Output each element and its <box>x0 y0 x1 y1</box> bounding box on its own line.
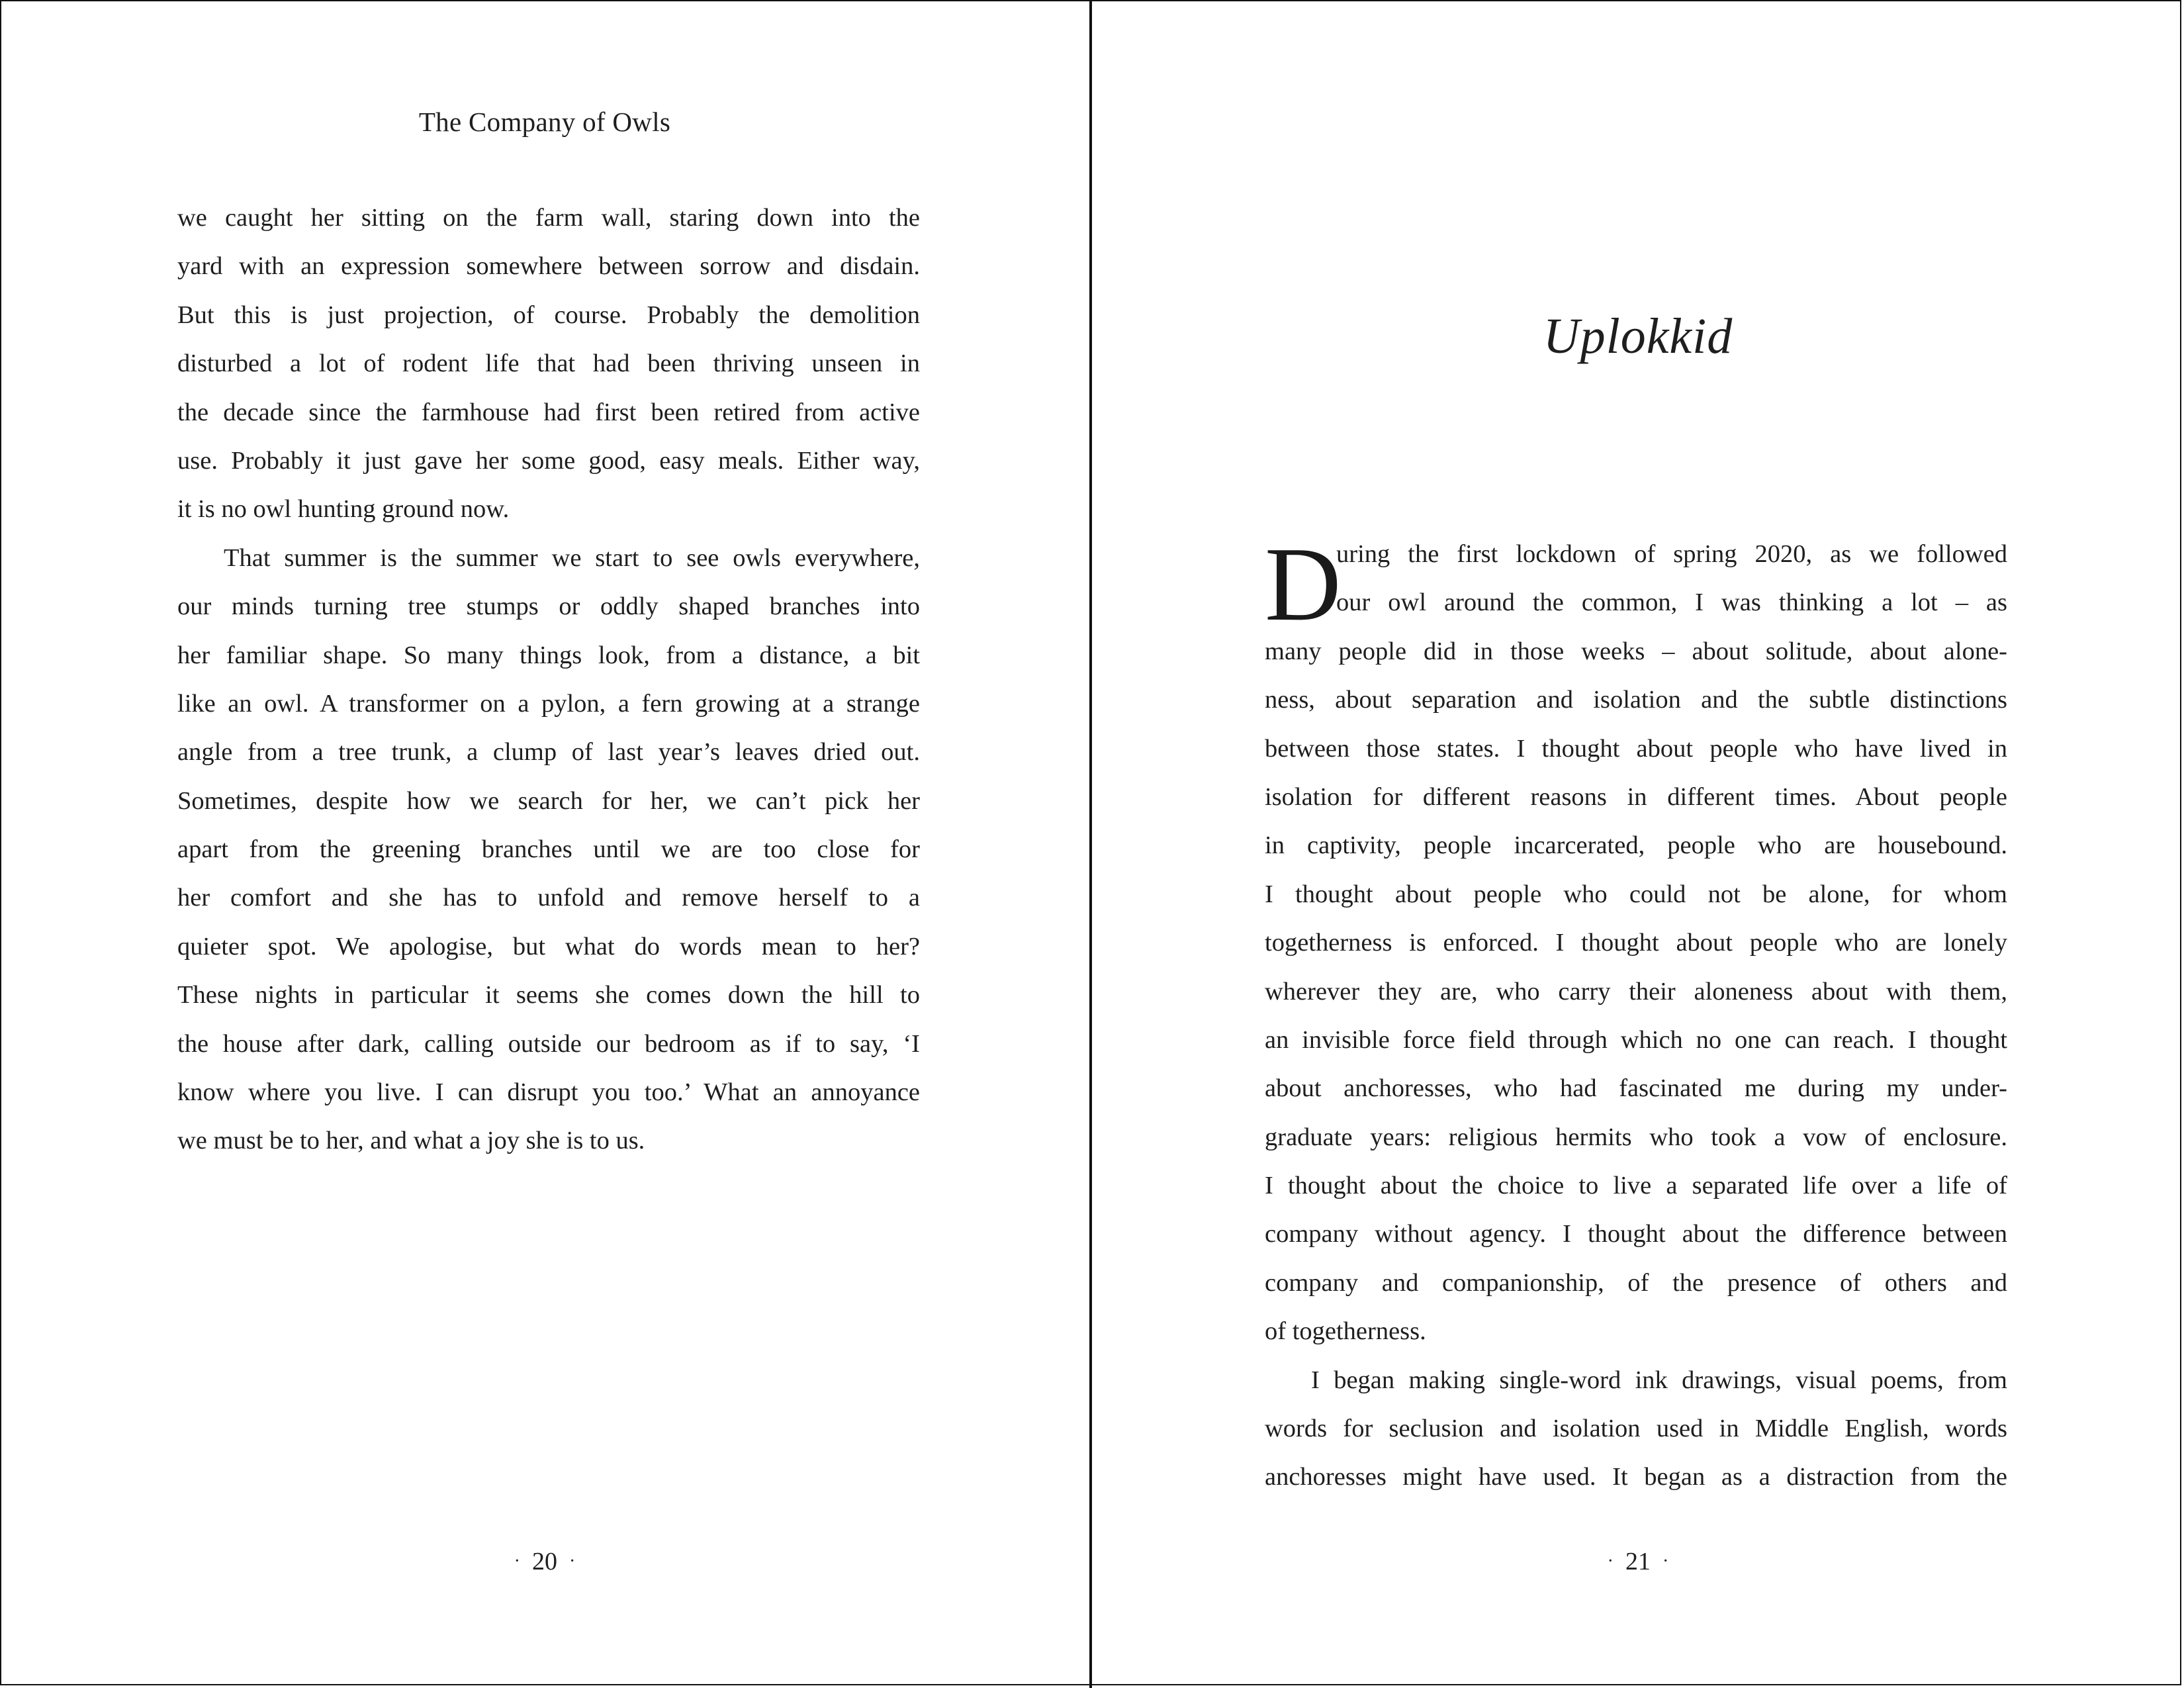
text-line: I thought about people who could not be alone, for whom <box>1265 880 2007 908</box>
text-line: her familiar shape. So many things look, from a distance, a bit <box>177 641 920 669</box>
right-page <box>1092 0 2184 1688</box>
text-line: our minds turning tree stumps or oddly shaped branches into <box>177 592 920 621</box>
right-body-text <box>1265 525 2007 1502</box>
text-line: use. Probably it just gave her some good, easy meals. Either way, <box>177 446 920 475</box>
folio-dot: · <box>1607 1551 1614 1571</box>
text-line: wherever they are, who carry their aloneness about with them, <box>1265 977 2007 1006</box>
text-line: But this is just projection, of course. Probably the demolition <box>177 301 920 329</box>
folio-dot: · <box>1662 1551 1669 1571</box>
text-line: I began making single-word ink drawings, visual poems, from <box>1311 1366 2007 1394</box>
page-number: 20 <box>532 1548 557 1575</box>
folio-dot: · <box>569 1551 576 1571</box>
text-line: That summer is the summer we start to see owls everywhere, <box>224 543 920 572</box>
text-line: isolation for different reasons in different times. About people <box>1265 782 2007 811</box>
text-line: we caught her sitting on the farm wall, staring down into the <box>177 204 920 232</box>
text-line: yard with an expression somewhere between sorrow and disdain. <box>177 252 920 281</box>
text-line: company without agency. I thought about the difference between <box>1265 1220 2007 1248</box>
text-line: the house after dark, calling outside our bedroom as if to say, ‘I <box>177 1029 920 1058</box>
chapter-title: Uplokkid <box>1543 308 1733 364</box>
text-line: about anchoresses, who had fascinated me during my under- <box>1265 1074 2007 1103</box>
text-line: Sometimes, despite how we search for her, we can’t pick her <box>177 786 920 815</box>
folio-dot: · <box>514 1551 520 1571</box>
text-line: anchoresses might have used. It began as a distraction from the <box>1265 1463 2007 1491</box>
text-line: company and companionship, of the presence of others and <box>1265 1268 2007 1297</box>
text-line: in captivity, people incarcerated, people who are housebound. <box>1265 831 2007 860</box>
text-line: uring the first lockdown of spring 2020, as we followed <box>1336 540 2007 568</box>
text-line: disturbed a lot of rodent life that had been thriving unseen in <box>177 350 920 378</box>
text-line: quieter spot. We apologise, but what do words mean to her? <box>177 932 920 961</box>
page-number-footer <box>0 1547 1089 1576</box>
drop-cap: D <box>1265 525 1342 643</box>
text-line: togetherness is enforced. I thought about people who are lonely <box>1265 929 2007 957</box>
page-number-footer <box>1092 1547 2184 1576</box>
text-line: of togetherness. <box>1265 1317 1426 1346</box>
text-line: many people did in those weeks – about solitude, about alone- <box>1265 637 2007 665</box>
text-line: These nights in particular it seems she comes down the hill to <box>177 981 920 1009</box>
text-line: apart from the greening branches until we are too close for <box>177 835 920 864</box>
text-line: graduate years: religious hermits who took a vow of enclosure. <box>1265 1123 2007 1151</box>
text-line: we must be to her, and what a joy she is to us. <box>177 1127 645 1155</box>
text-line: it is no owl hunting ground now. <box>177 495 510 524</box>
text-line: our owl around the common, I was thinking a lot – as <box>1336 588 2007 617</box>
text-line: the decade since the farmhouse had first been retired from active <box>177 398 920 426</box>
text-line: like an owl. A transformer on a pylon, a fern growing at a strange <box>177 689 920 718</box>
left-page <box>0 0 1089 1688</box>
text-line: angle from a tree trunk, a clump of last year’s leaves dried out. <box>177 738 920 767</box>
left-body-text <box>177 194 920 1166</box>
text-line: her comfort and she has to unfold and remove herself to a <box>177 884 920 912</box>
text-line: I thought about the choice to live a separated life over a life of <box>1265 1172 2007 1200</box>
text-line: words for seclusion and isolation used in Middle English, words <box>1265 1415 2007 1443</box>
text-line: between those states. I thought about people who have lived in <box>1265 734 2007 763</box>
text-line: ness, about separation and isolation and the subtle distinctions <box>1265 686 2007 714</box>
running-head: The Company of Owls <box>418 107 671 137</box>
text-line: an invisible force field through which no one can reach. I thought <box>1265 1025 2007 1054</box>
page-number: 21 <box>1625 1548 1651 1575</box>
text-line: know where you live. I can disrupt you too.’ What an annoyance <box>177 1078 920 1107</box>
